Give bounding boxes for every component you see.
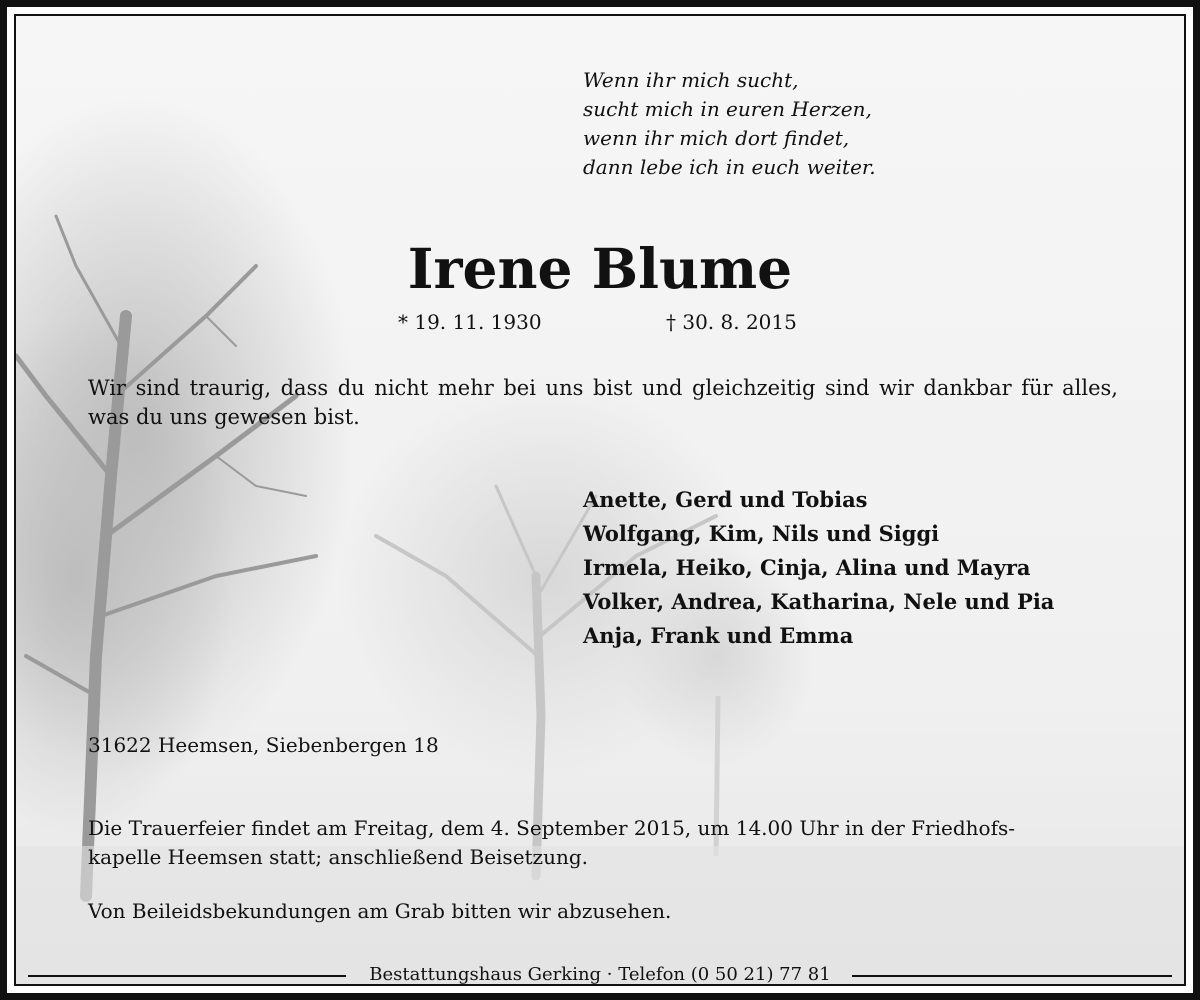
family-address: 31622 Heemsen, Siebenbergen 18	[88, 733, 439, 757]
funeral-home-footer	[0, 963, 1200, 987]
family-message: Wir sind traurig, dass du nicht mehr bei uns bist und gleichzeitig sind wir dankbar für alles, was du uns gewesen bist.	[88, 376, 1118, 429]
mourner-line: Anja, Frank und Emma	[583, 623, 854, 648]
mourner-line: Wolfgang, Kim, Nils und Siggi	[583, 521, 940, 546]
ceremony-line: kapelle Heemsen statt; anschließend Beisetzung.	[88, 845, 589, 869]
mourners-list	[583, 483, 1054, 653]
birth-date: * 19. 11. 1930	[398, 310, 542, 334]
mourner-line: Irmela, Heiko, Cinja, Alina und Mayra	[583, 555, 1031, 580]
death-date: † 30. 8. 2015	[666, 310, 797, 334]
deceased-name: Irene Blume	[407, 236, 793, 301]
mourner-line: Volker, Andrea, Katharina, Nele und Pia	[583, 589, 1055, 614]
funeral-ceremony-info	[88, 814, 1128, 872]
ceremony-line: Die Trauerfeier findet am Freitag, dem 4. September 2015, um 14.00 Uhr in der Friedhofs-	[88, 816, 1015, 840]
condolence-note: Von Beileidsbekundungen am Grab bitten wir abzusehen.	[88, 899, 672, 923]
memorial-verse: Wenn ihr mich sucht, sucht mich in euren Herzen, wenn ihr mich dort findet, dann lebe ich in euch weiter.	[583, 68, 876, 179]
funeral-home-contact: Bestattungshaus Gerking · Telefon (0 50 21) 77 81	[369, 964, 831, 985]
mourner-line: Anette, Gerd und Tobias	[583, 487, 868, 512]
